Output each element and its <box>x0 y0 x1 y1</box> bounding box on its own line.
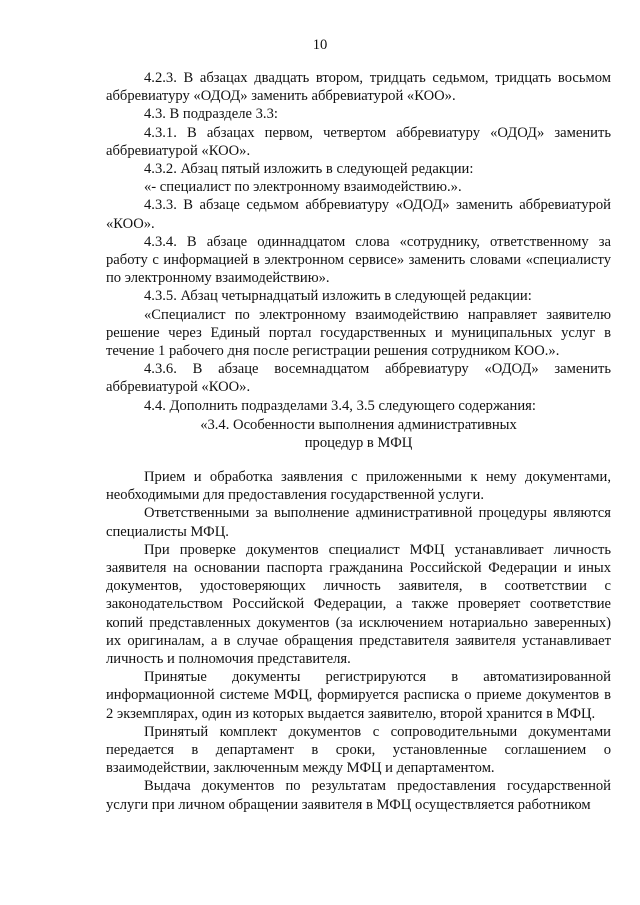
paragraph-4-3-6: 4.3.6. В абзаце восемнадцатом аббревиатуру «ОДОД» заменить аббревиатурой «КОО». <box>106 361 611 396</box>
section-heading-line1: «3.4. Особенности выполнения административных <box>200 417 517 433</box>
paragraph-4-3-2-text: «- специалист по электронному взаимодействию.». <box>144 179 462 196</box>
paragraph-4-3-5: 4.3.5. Абзац четырнадцатый изложить в следующей редакции: <box>144 288 532 305</box>
paragraph-responsible: Ответственными за выполнение административной процедуры являются специалисты МФЦ. <box>106 505 611 540</box>
paragraph-registration: Принятые документы регистрируются в автоматизированной информационной системе МФЦ, формируется расписка о приеме документов в 2 экземплярах, один из которых выдается заявителю, второй хранится в МФЦ. <box>106 669 611 722</box>
page-number: 10 <box>312 37 328 53</box>
paragraph-4-3-5-text: «Специалист по электронному взаимодействию направляет заявителю решение через Единый портал государственных и муниципальных услуг в течение 1 рабочего дня после регистрации решения сотрудником КОО.». <box>106 306 611 360</box>
paragraph-issuance: Выдача документов по результатам предоставления государственной услуги при личном обращении заявителя в МФЦ осуществляется работником <box>106 778 611 813</box>
paragraph-4-2-3: 4.2.3. В абзацах двадцать втором, тридцать седьмом, тридцать восьмом аббревиатуру «ОДОД» заменить аббревиатурой «КОО». <box>106 70 611 105</box>
paragraph-4-3-4: 4.3.4. В абзаце одиннадцатом слова «сотруднику, ответственному за работу с информацией в электронном сервисе» заменить словами «специалисту по электронному взаимодействию». <box>106 233 611 287</box>
paragraph-4-3-1: 4.3.1. В абзацах первом, четвертом аббревиатуру «ОДОД» заменить аббревиатурой «КОО». <box>106 124 611 159</box>
paragraph-verification: При проверке документов специалист МФЦ устанавливает личность заявителя на основании паспорта гражданина Российской Федерации и иных документов, удостоверяющих личность заявителя, в соответствии с законодательством Российской Федерации, а также проверяет соответствие копий представленных документов (за исключением нотариально заверенных) их оригиналам, а в случае обращения представителя заявителя устанавливает личность и полномочия представителя. <box>106 541 611 668</box>
section-heading-line2: процедур в МФЦ <box>304 435 413 452</box>
paragraph-transfer: Принятый комплект документов с сопроводительными документами передается в департамент в сроки, установленные соглашением о взаимодействии, заключенным между МФЦ и департаментом. <box>106 723 611 777</box>
paragraph-4-4: 4.4. Дополнить подразделами 3.4, 3.5 следующего содержания: <box>144 397 536 414</box>
amendments-section <box>106 69 611 415</box>
paragraph-reception: Прием и обработка заявления с приложенными к нему документами, необходимыми для предоставления государственной услуги. <box>106 469 611 504</box>
paragraph-4-3-3: 4.3.3. В абзаце седьмом аббревиатуру «ОДОД» заменить аббревиатурой «КОО». <box>106 197 611 232</box>
paragraph-4-3: 4.3. В подразделе 3.3: <box>144 106 278 123</box>
paragraph-4-3-2: 4.3.2. Абзац пятый изложить в следующей редакции: <box>144 161 474 178</box>
section-3-4-body <box>106 468 611 814</box>
section-heading <box>106 416 611 452</box>
